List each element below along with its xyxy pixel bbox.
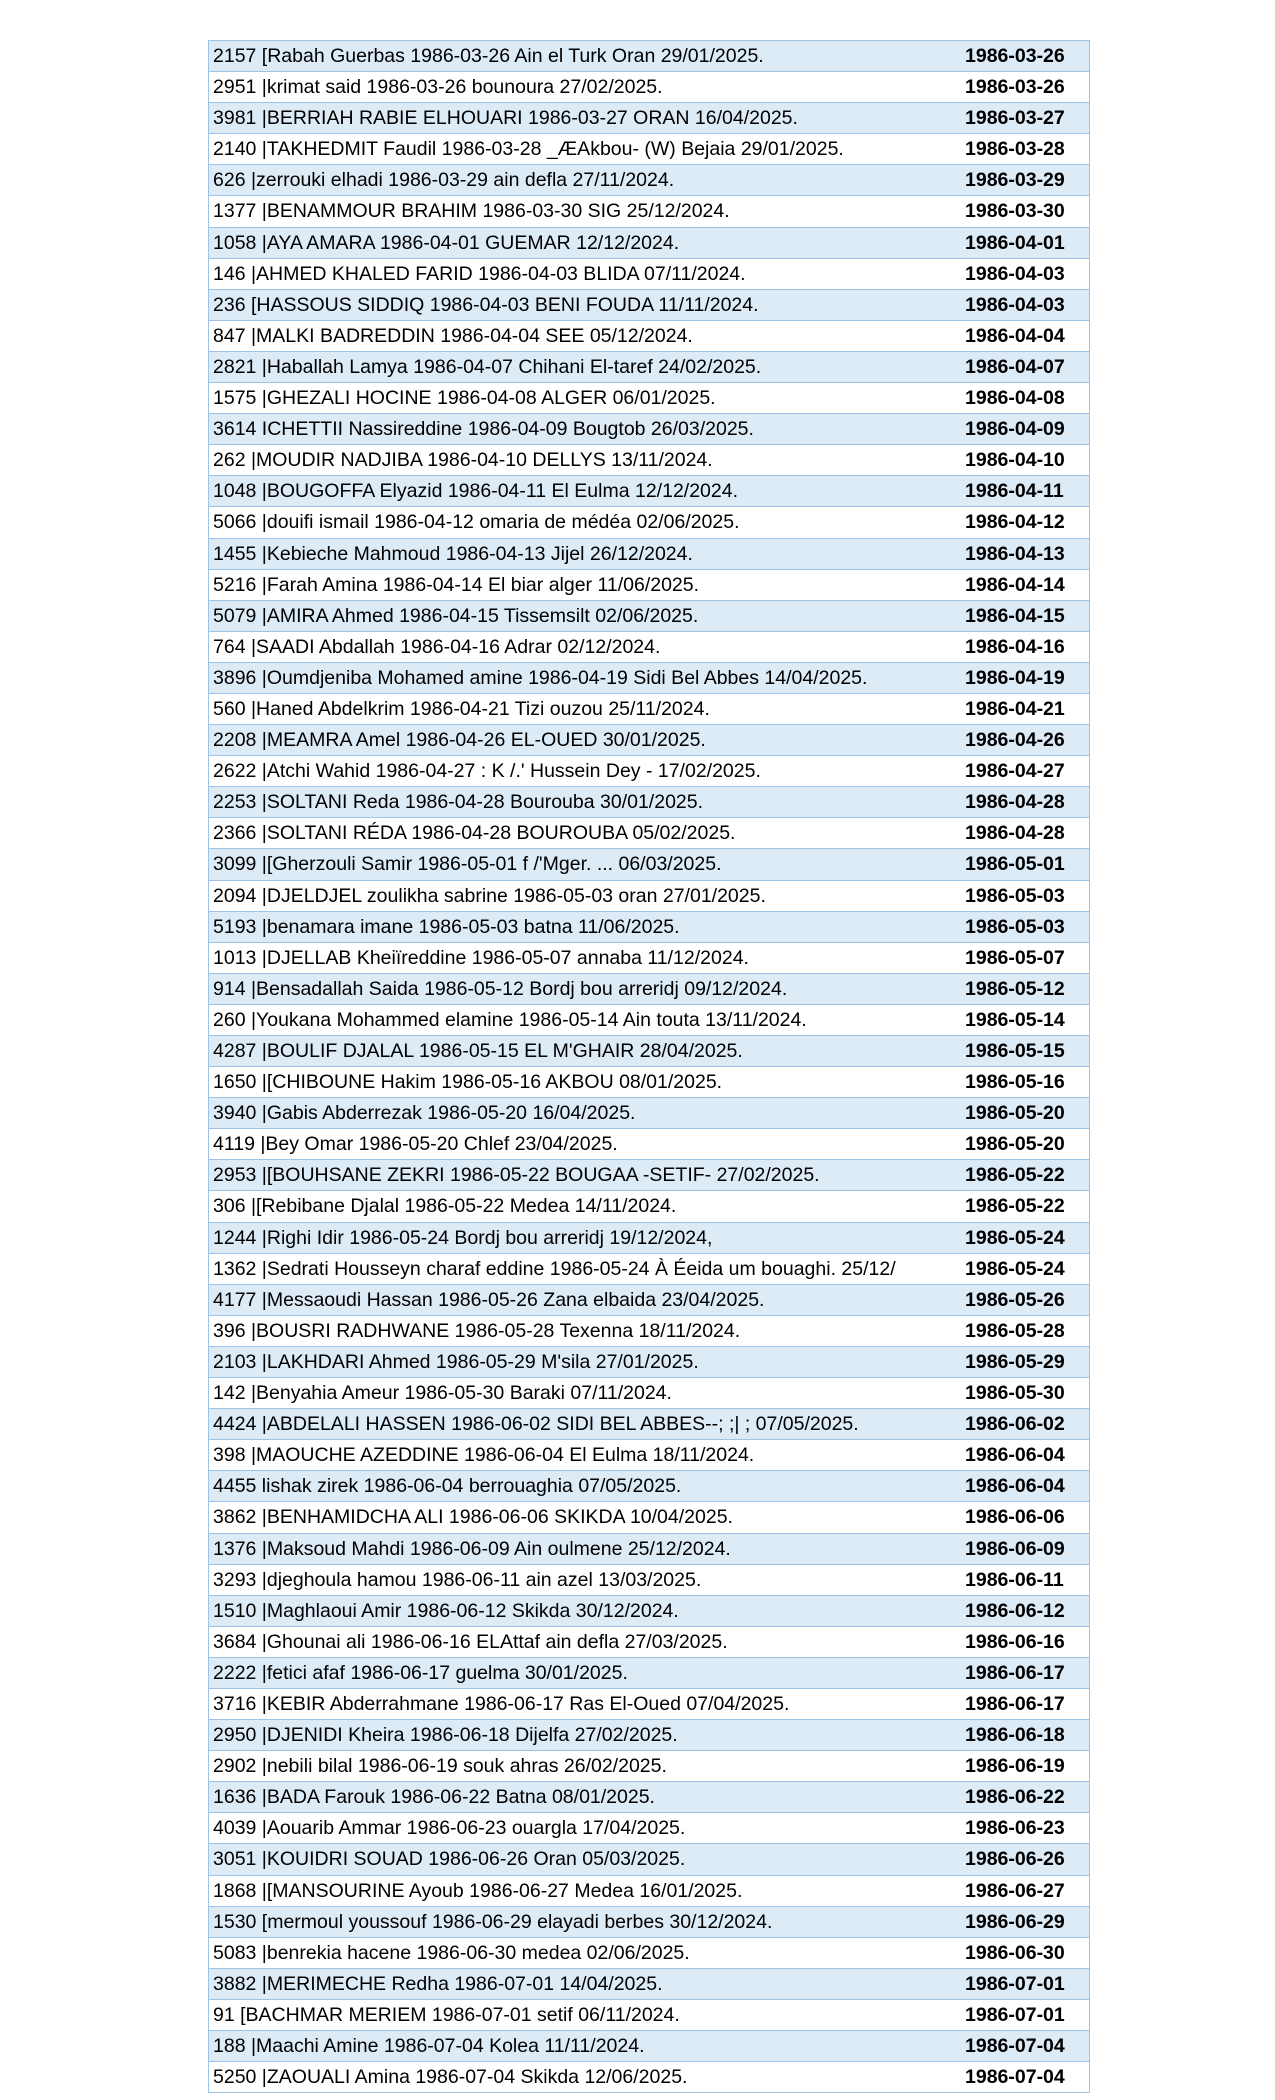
table-row [209,974,1089,1005]
table-row [209,1378,1089,1409]
record-date-cell: 1986-07-04 [965,2035,1065,2057]
record-text-cell: 764 |SAADI Abdallah 1986-04-16 Adrar 02/12/2024. [213,635,661,658]
record-date-cell: 1986-03-26 [965,76,1065,99]
record-date-cell: 1986-06-09 [965,1537,1065,1560]
record-text-cell: 1650 |[CHIBOUNE Hakim 1986-05-16 AKBOU 08/01/2025. [213,1071,723,1094]
record-text-cell: 1058 |AYA AMARA 1986-04-01 GUEMAR 12/12/2024. [213,231,680,254]
record-date-cell: 1986-06-06 [965,1506,1065,1529]
record-date-cell: 1986-03-26 [965,45,1065,67]
table-row [209,632,1089,663]
record-text-cell: 188 |Maachi Amine 1986-07-04 Kolea 11/11/2024. [213,2035,645,2057]
table-row [209,943,1089,974]
record-text-cell: 1376 |Maksoud Mahdi 1986-06-09 Ain oulmene 25/12/2024. [213,1537,731,1560]
record-text-cell: 5216 |Farah Amina 1986-04-14 El biar alger 11/06/2025. [213,573,700,596]
record-text-cell: 2222 |fetici afaf 1986-06-17 guelma 30/01/2025. [213,1661,628,1684]
record-date-cell: 1986-06-22 [965,1786,1065,1809]
record-text-cell: 91 [BACHMAR MERIEM 1986-07-01 setif 06/11/2024. [213,2003,680,2026]
record-text-cell: 3716 |KEBIR Abderrahmane 1986-06-17 Ras El-Oued 07/04/2025. [213,1692,790,1715]
record-date-cell: 1986-05-03 [965,884,1065,907]
record-date-cell: 1986-04-26 [965,729,1065,752]
table-row [209,756,1089,787]
table-row [209,352,1089,383]
record-date-cell: 1986-05-26 [965,1288,1065,1311]
record-text-cell: 398 |MAOUCHE AZEDDINE 1986-06-04 El Eulma 18/11/2024. [213,1444,755,1467]
record-text-cell: 914 |Bensadallah Saida 1986-05-12 Bordj bou arreridj 09/12/2024. [213,977,788,1000]
record-text-cell: 2094 |DJELDJEL zoulikha sabrine 1986-05-03 oran 27/01/2025. [213,884,766,907]
record-text-cell: 2208 |MEAMRA Amel 1986-04-26 EL-OUED 30/01/2025. [213,729,706,752]
record-date-cell: 1986-04-12 [965,511,1065,534]
record-date-cell: 1986-04-13 [965,542,1065,565]
record-date-cell: 1986-04-03 [965,293,1065,316]
record-date-cell: 1986-06-12 [965,1599,1065,1622]
record-date-cell: 1986-04-19 [965,666,1065,689]
record-date-cell: 1986-05-28 [965,1319,1065,1342]
record-text-cell: 1575 |GHEZALI HOCINE 1986-04-08 ALGER 06/01/2025. [213,387,716,410]
record-text-cell: 3293 |djeghoula hamou 1986-06-11 ain azel 13/03/2025. [213,1568,702,1591]
table-row [209,1129,1089,1160]
record-text-cell: 3940 |Gabis Abderrezak 1986-05-20 16/04/2025. [213,1102,636,1125]
table-row [209,912,1089,943]
table-row [209,539,1089,570]
table-row [209,1627,1089,1658]
table-row [209,165,1089,196]
table-row [209,881,1089,912]
record-text-cell: 1244 |Righi Idir 1986-05-24 Bordj bou arreridj 19/12/2024, [213,1226,713,1249]
records-table [208,40,1090,2093]
table-row [209,1938,1089,1969]
record-text-cell: 306 |[Rebibane Djalal 1986-05-22 Medea 14/11/2024. [213,1195,677,1218]
record-text-cell: 1048 |BOUGOFFA Elyazid 1986-04-11 El Eulma 12/12/2024. [213,480,739,503]
table-row [209,1440,1089,1471]
record-text-cell: 1636 |BADA Farouk 1986-06-22 Batna 08/01/2025. [213,1786,655,1809]
table-row [209,1596,1089,1627]
record-date-cell: 1986-05-22 [965,1164,1065,1187]
record-date-cell: 1986-06-17 [965,1692,1065,1715]
record-text-cell: 1455 |Kebieche Mahmoud 1986-04-13 Jijel 26/12/2024. [213,542,693,565]
record-date-cell: 1986-06-29 [965,1910,1065,1933]
table-row [209,1720,1089,1751]
record-text-cell: 1868 |[MANSOURINE Ayoub 1986-06-27 Medea 16/01/2025. [213,1879,743,1902]
record-date-cell: 1986-07-01 [965,1972,1065,1995]
table-row [209,103,1089,134]
record-text-cell: 2622 |Atchi Wahid 1986-04-27 : K /.' Hussein Dey - 17/02/2025. [213,760,761,783]
record-text-cell: 1530 [mermoul youssouf 1986-06-29 elayadi berbes 30/12/2024. [213,1910,773,1933]
record-date-cell: 1986-05-22 [965,1195,1065,1218]
record-date-cell: 1986-04-28 [965,822,1065,845]
record-date-cell: 1986-04-07 [965,355,1065,378]
record-text-cell: 142 |Benyahia Ameur 1986-05-30 Baraki 07/11/2024. [213,1382,672,1405]
table-row [209,787,1089,818]
table-row [209,694,1089,725]
record-date-cell: 1986-06-27 [965,1879,1065,1902]
record-text-cell: 2950 |DJENIDI Kheira 1986-06-18 Dijelfa 27/02/2025. [213,1724,678,1747]
record-text-cell: 2902 |nebili bilal 1986-06-19 souk ahras 26/02/2025. [213,1755,667,1778]
table-row [209,1471,1089,1502]
record-date-cell: 1986-05-24 [965,1226,1065,1249]
record-date-cell: 1986-05-15 [965,1040,1065,1062]
table-row [209,1689,1089,1720]
record-text-cell: 3882 |MERIMECHE Redha 1986-07-01 14/04/2025. [213,1972,663,1995]
record-text-cell: 2103 |LAKHDARI Ahmed 1986-05-29 M'sila 27/01/2025. [213,1350,699,1373]
record-text-cell: 5083 |benrekia hacene 1986-06-30 medea 02/06/2025. [213,1941,690,1964]
record-date-cell: 1986-07-01 [965,2003,1065,2026]
table-row [209,476,1089,507]
record-text-cell: 4039 |Aouarib Ammar 1986-06-23 ouargla 17/04/2025. [213,1817,686,1840]
record-text-cell: 2953 |[BOUHSANE ZEKRI 1986-05-22 BOUGAA -SETIF- 27/02/2025. [213,1164,820,1187]
record-text-cell: 1510 |Maghlaoui Amir 1986-06-12 Skikda 30/12/2024. [213,1599,679,1622]
record-date-cell: 1986-04-11 [965,480,1064,503]
record-text-cell: 2366 |SOLTANI RÉDA 1986-04-28 BOUROUBA 05/02/2025. [213,822,736,845]
table-row [209,1782,1089,1813]
record-text-cell: 1362 |Sedrati Housseyn charaf eddine 1986-05-24 À Éeida um bouaghi. 25/12/ [213,1257,896,1280]
record-date-cell: 1986-06-19 [965,1755,1065,1778]
table-row [209,259,1089,290]
record-text-cell: 146 |AHMED KHALED FARID 1986-04-03 BLIDA 07/11/2024. [213,262,746,285]
record-date-cell: 1986-04-27 [965,760,1065,783]
record-text-cell: 4455 lishak zirek 1986-06-04 berrouaghia 07/05/2025. [213,1475,682,1498]
record-text-cell: 3051 |KOUIDRI SOUAD 1986-06-26 Oran 05/03/2025. [213,1848,686,1871]
table-row [209,818,1089,849]
record-text-cell: 2951 |krimat said 1986-03-26 bounoura 27/02/2025. [213,76,663,99]
table-row [209,1005,1089,1036]
table-row [209,72,1089,103]
record-text-cell: 1013 |DJELLAB Kheiïreddine 1986-05-07 annaba 11/12/2024. [213,946,749,969]
table-row [209,1098,1089,1129]
table-row [209,1907,1089,1938]
record-date-cell: 1986-06-17 [965,1661,1065,1684]
table-row [209,507,1089,538]
record-date-cell: 1986-04-09 [965,418,1065,441]
record-text-cell: 262 |MOUDIR NADJIBA 1986-04-10 DELLYS 13/11/2024. [213,449,713,472]
table-row [209,1534,1089,1565]
table-row [209,1876,1089,1907]
record-text-cell: 396 |BOUSRI RADHWANE 1986-05-28 Texenna 18/11/2024. [213,1319,741,1342]
record-date-cell: 1986-05-12 [965,977,1065,1000]
record-text-cell: 2253 |SOLTANI Reda 1986-04-28 Bourouba 30/01/2025. [213,791,704,814]
table-row [209,1658,1089,1689]
record-text-cell: 4119 |Bey Omar 1986-05-20 Chlef 23/04/2025. [213,1133,618,1156]
record-text-cell: 3684 |Ghounai ali 1986-06-16 ELAttaf ain defla 27/03/2025. [213,1630,728,1653]
record-date-cell: 1986-04-08 [965,387,1065,410]
record-text-cell: 4287 |BOULIF DJALAL 1986-05-15 EL M'GHAIR 28/04/2025. [213,1040,743,1062]
record-text-cell: 2157 [Rabah Guerbas 1986-03-26 Ain el Turk Oran 29/01/2025. [213,45,764,67]
table-row [209,1751,1089,1782]
table-row [209,1223,1089,1254]
table-row [209,1565,1089,1596]
record-text-cell: 626 |zerrouki elhadi 1986-03-29 ain defla 27/11/2024. [213,169,675,192]
table-row [209,2062,1089,2092]
record-date-cell: 1986-05-20 [965,1133,1065,1156]
record-text-cell: 3614 ICHETTII Nassireddine 1986-04-09 Bougtob 26/03/2025. [213,418,754,441]
record-text-cell: 5079 |AMIRA Ahmed 1986-04-15 Tissemsilt 02/06/2025. [213,604,699,627]
record-date-cell: 1986-04-28 [965,791,1065,814]
table-row [209,1067,1089,1098]
record-text-cell: 2140 |TAKHEDMIT Faudil 1986-03-28 _ÆAkbou- (W) Bejaia 29/01/2025. [213,138,844,161]
table-row [209,601,1089,632]
record-date-cell: 1986-06-26 [965,1848,1065,1871]
record-text-cell: 5193 |benamara imane 1986-05-03 batna 11/06/2025. [213,915,680,938]
record-date-cell: 1986-05-01 [965,853,1065,876]
table-row [209,1316,1089,1347]
table-row [209,321,1089,352]
record-text-cell: 847 |MALKI BADREDDIN 1986-04-04 SEE 05/12/2024. [213,324,693,347]
table-row [209,1160,1089,1191]
table-row [209,41,1089,72]
table-row [209,414,1089,445]
record-date-cell: 1986-06-30 [965,1941,1065,1964]
record-text-cell: 5250 |ZAOUALI Amina 1986-07-04 Skikda 12/06/2025. [213,2066,688,2089]
record-date-cell: 1986-03-30 [965,200,1065,223]
record-date-cell: 1986-05-20 [965,1102,1065,1125]
record-date-cell: 1986-06-16 [965,1630,1065,1653]
record-date-cell: 1986-04-01 [965,231,1065,254]
record-date-cell: 1986-03-27 [965,107,1065,130]
table-row [209,196,1089,227]
record-text-cell: 560 |Haned Abdelkrim 1986-04-21 Tizi ouzou 25/11/2024. [213,697,710,720]
record-date-cell: 1986-06-11 [965,1568,1064,1591]
table-row [209,1285,1089,1316]
table-row [209,1502,1089,1533]
record-date-cell: 1986-04-04 [965,324,1065,347]
table-row [209,570,1089,601]
record-date-cell: 1986-05-16 [965,1071,1065,1094]
table-row [209,2031,1089,2062]
record-date-cell: 1986-05-14 [965,1008,1065,1031]
record-date-cell: 1986-05-30 [965,1382,1065,1405]
table-row [209,725,1089,756]
record-date-cell: 1986-05-07 [965,946,1065,969]
record-text-cell: 4424 |ABDELALI HASSEN 1986-06-02 SIDI BEL ABBES--; ;| ; 07/05/2025. [213,1413,859,1436]
table-row [209,1254,1089,1285]
record-date-cell: 1986-04-15 [965,604,1065,627]
table-row [209,445,1089,476]
record-date-cell: 1986-07-04 [965,2066,1065,2089]
record-text-cell: 260 |Youkana Mohammed elamine 1986-05-14 Ain touta 13/11/2024. [213,1008,807,1031]
record-date-cell: 1986-06-02 [965,1413,1065,1436]
record-date-cell: 1986-06-18 [965,1724,1065,1747]
record-text-cell: 5066 |douifi ismail 1986-04-12 omaria de médéa 02/06/2025. [213,511,740,534]
record-date-cell: 1986-04-16 [965,635,1065,658]
table-row [209,1813,1089,1844]
record-date-cell: 1986-05-29 [965,1350,1065,1373]
record-text-cell: 3981 |BERRIAH RABIE ELHOUARI 1986-03-27 ORAN 16/04/2025. [213,107,798,130]
record-date-cell: 1986-03-29 [965,169,1065,192]
record-date-cell: 1986-05-24 [965,1257,1065,1280]
record-date-cell: 1986-04-03 [965,262,1065,285]
table-row [209,1191,1089,1222]
table-row [209,1347,1089,1378]
record-date-cell: 1986-03-28 [965,138,1065,161]
record-date-cell: 1986-06-23 [965,1817,1065,1840]
record-text-cell: 2821 |Haballah Lamya 1986-04-07 Chihani El-taref 24/02/2025. [213,355,762,378]
record-date-cell: 1986-04-21 [965,697,1065,720]
record-text-cell: 236 [HASSOUS SIDDIQ 1986-04-03 BENI FOUDA 11/11/2024. [213,293,759,316]
table-row [209,1036,1089,1067]
record-text-cell: 3896 |Oumdjeniba Mohamed amine 1986-04-19 Sidi Bel Abbes 14/04/2025. [213,666,868,689]
table-row [209,290,1089,321]
table-row [209,134,1089,165]
table-row [209,663,1089,694]
record-date-cell: 1986-06-04 [965,1475,1065,1498]
record-date-cell: 1986-04-10 [965,449,1065,472]
record-date-cell: 1986-05-03 [965,915,1065,938]
record-text-cell: 3099 |[Gherzouli Samir 1986-05-01 f /'Mger. ... 06/03/2025. [213,853,722,876]
table-row [209,1969,1089,2000]
record-text-cell: 3862 |BENHAMIDCHA ALI 1986-06-06 SKIKDA 10/04/2025. [213,1506,733,1529]
record-date-cell: 1986-04-14 [965,573,1065,596]
record-date-cell: 1986-06-04 [965,1444,1065,1467]
table-row [209,849,1089,880]
table-row [209,383,1089,414]
table-row [209,1844,1089,1875]
table-row [209,228,1089,259]
table-row [209,2000,1089,2031]
record-text-cell: 4177 |Messaoudi Hassan 1986-05-26 Zana elbaida 23/04/2025. [213,1288,765,1311]
record-text-cell: 1377 |BENAMMOUR BRAHIM 1986-03-30 SIG 25/12/2024. [213,200,730,223]
table-row [209,1409,1089,1440]
